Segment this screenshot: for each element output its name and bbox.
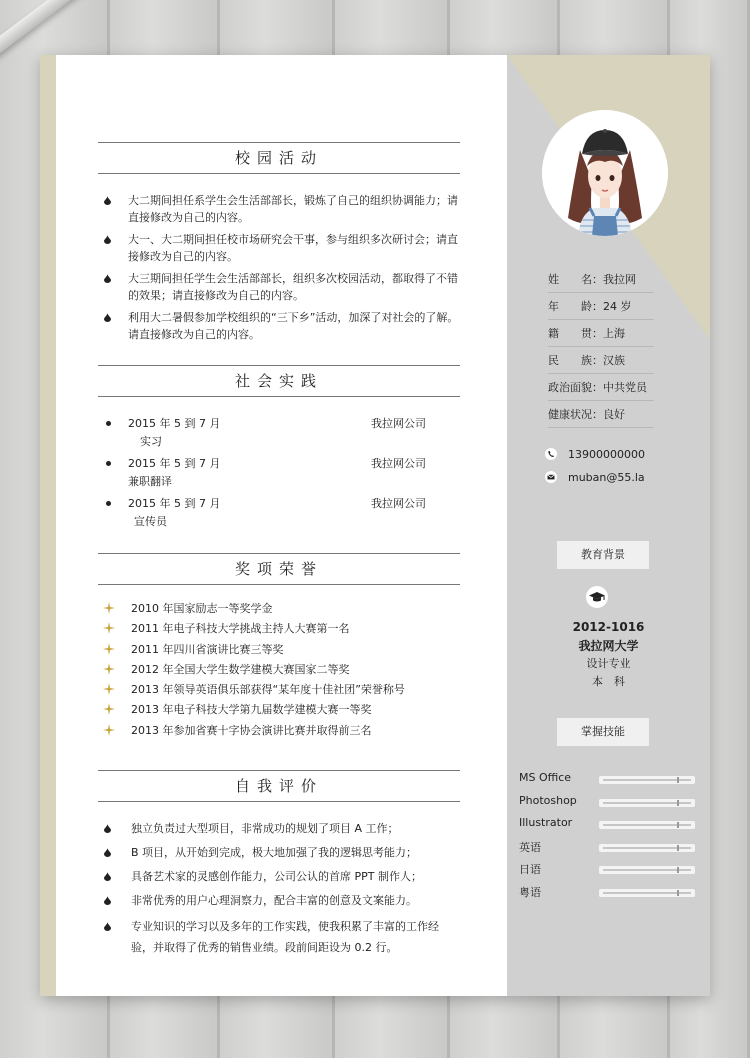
drop-bullet-icon [104,848,111,857]
list-item: 2011 年电子科技大学挑战主持人大赛第一名 [98,620,460,640]
skill-row [519,794,699,812]
section-title: 社会实践 [234,372,323,390]
practice-row [98,495,460,535]
education-degree: 本 科 [592,675,625,688]
sparkle-star-icon [103,622,115,634]
list-item: 2010 年国家励志一等奖学金 [98,600,460,620]
skill-row [519,839,699,857]
education-major: 设计专业 [586,657,631,670]
list-item: 独立负责过大型项目，非常成功的规划了项目 A 工作； [98,820,460,837]
profile-name: 姓 名：我拉网 [548,267,654,293]
education-tag: 教育背景 [557,541,649,569]
section-title: 奖项荣誉 [234,560,323,578]
skill-bar [599,844,695,852]
skill-row [519,816,699,834]
email-address: muban@55.la [568,471,645,484]
skill-bar [599,866,695,874]
drop-bullet-icon [104,196,111,205]
skill-name: 粤语 [519,885,541,899]
section-title: 校园活动 [234,149,323,167]
skill-name: Photoshop [519,793,577,807]
mail-icon [545,471,557,483]
practice-role: 宣传员 [134,515,167,528]
section-header-practice [98,365,460,397]
practice-company: 我拉网公司 [371,457,426,470]
practice-row [98,415,460,455]
sparkle-star-icon [103,602,115,614]
skill-row [519,861,699,879]
section-header-campus [98,142,460,174]
sparkle-star-icon [103,724,115,736]
list-item: 利用大二暑假参加学校组织的“三下乡”活动，加深了对社会的了解。请直接修改为自己的内容。 [98,309,460,343]
dot-bullet-icon [106,421,111,426]
drop-bullet-icon [104,274,111,283]
section-title: 自我评价 [234,777,323,795]
skill-bar [599,799,695,807]
skill-name: 日语 [519,863,541,876]
drop-bullet-icon [104,824,111,833]
profile-politics: 政治面貌：中共党员 [548,375,654,401]
practice-role: 兼职翻译 [128,475,172,488]
phone-number: 13900000000 [568,448,645,461]
list-item: 2013 年参加省赛十字协会演讲比赛并取得前三名 [98,722,460,742]
skills-tag: 掌握技能 [557,718,649,746]
sparkle-star-icon [103,663,115,675]
skill-name: 英语 [519,840,541,854]
phone-icon [545,448,557,460]
list-item: 大一、大二期间担任校市场研究会干事，参与组织多次研讨会；请直接修改为自己的内容。 [98,231,460,265]
section-header-awards [98,553,460,585]
drop-bullet-icon [104,872,111,881]
profile-ethnicity: 民 族：汉族 [548,348,654,374]
list-item: 具备艺术家的灵感创作能力，公司公认的首席 PPT 制作人； [98,868,460,885]
section-header-self [98,770,460,802]
practice-date: 2015 年 5 到 7 月 [128,497,221,510]
drop-bullet-icon [104,313,111,322]
list-item: 2012 年全国大学生数学建模大赛国家二等奖 [98,661,460,681]
resume-paper [40,55,710,996]
contact-email [545,470,645,486]
profile-age: 年 龄：24 岁 [548,294,654,320]
girl-portrait-illustration [542,110,668,236]
practice-company: 我拉网公司 [371,497,426,510]
drop-bullet-icon [104,235,111,244]
practice-row [98,455,460,495]
accent-strip [40,55,56,996]
education-school: 我拉网大学 [578,639,639,653]
list-item: B 项目，从开始到完成，极大地加强了我的逻辑思考能力； [98,844,460,861]
list-item: 2013 年电子科技大学第九届数学建模大赛一等奖 [98,701,460,721]
skill-name: Illustrator [519,816,573,829]
sparkle-star-icon [103,703,115,715]
drop-bullet-icon [104,896,111,905]
list-item: 非常优秀的用户心理洞察力，配合丰富的创意及文案能力。 [98,892,460,909]
campus-list [98,192,460,343]
sparkle-star-icon [103,643,115,655]
skill-name: MS Office [519,771,572,784]
profile-health: 健康状况：良好 [548,402,654,428]
awards-list [98,600,460,742]
list-item: 大三期间担任学生会生活部部长，组织多次校园活动，都取得了不错的效果；请直接修改为自己的内容。 [98,270,460,304]
list-item: 2013 年领导英语俱乐部获得“某年度十佳社团”荣誉称号 [98,681,460,701]
sparkle-star-icon [103,683,115,695]
dot-bullet-icon [106,501,111,506]
education-years: 2012-1016 [572,620,645,634]
practice-date: 2015 年 5 到 7 月 [128,457,221,470]
profile-hometown: 籍 贯：上海 [548,321,654,347]
practice-date: 2015 年 5 到 7 月 [128,417,221,430]
list-item: 专业知识的学习以及多年的工作实践，使我积累了丰富的工作经验，并取得了优秀的销售业绩。段前间距设为 0.2 行。 [98,916,460,958]
practice-role: 实习 [140,435,162,448]
skill-bar [599,776,695,784]
skill-bar [599,821,695,829]
self-eval-list [98,820,460,958]
practice-company: 我拉网公司 [371,417,426,430]
dot-bullet-icon [106,461,111,466]
skill-row [519,884,699,902]
drop-bullet-icon [104,922,111,931]
list-item: 大二期间担任系学生会生活部部长，锻炼了自己的组织协调能力；请直接修改为自己的内容。 [98,192,460,226]
avatar [542,110,668,236]
contact-phone [545,447,645,463]
skill-bar [599,889,695,897]
list-item: 2011 年四川省演讲比赛三等奖 [98,641,460,661]
graduation-cap-icon [586,586,608,608]
skill-row [519,771,699,789]
